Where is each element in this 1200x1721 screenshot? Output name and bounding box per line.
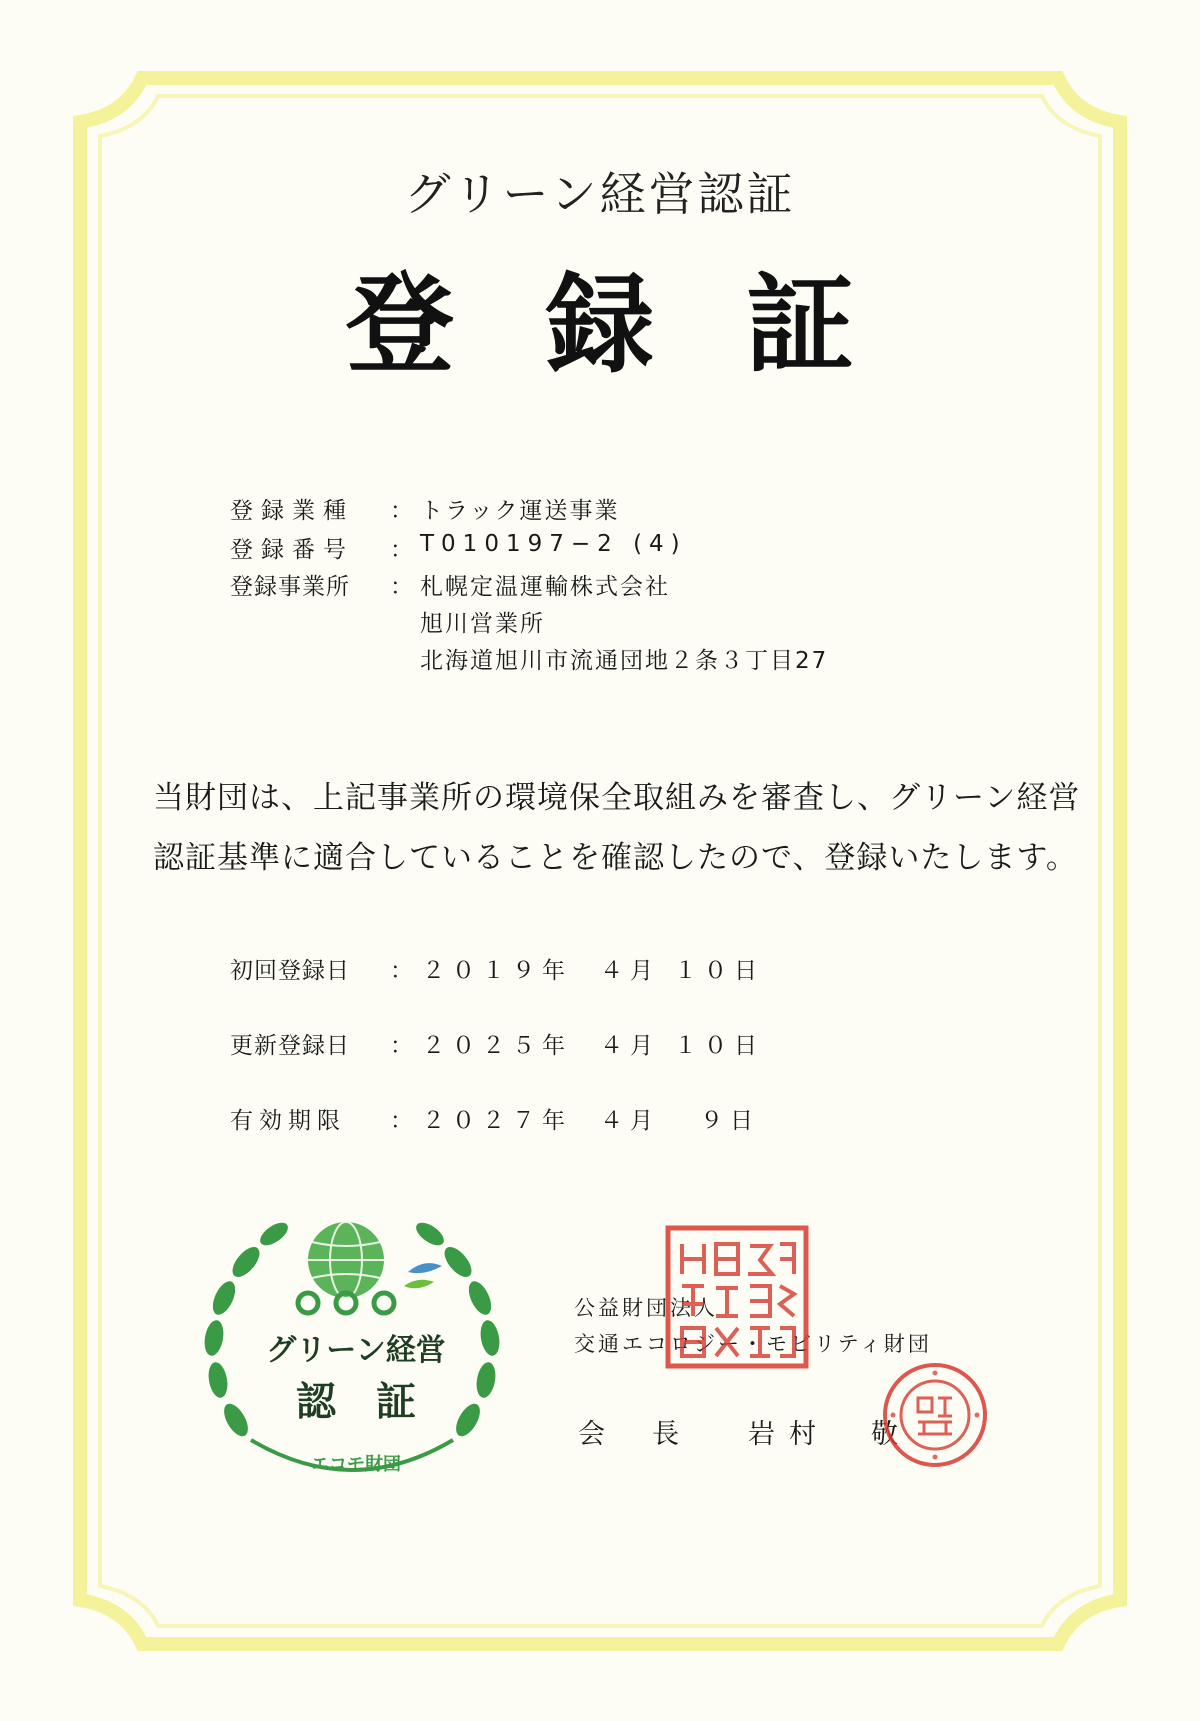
date-month-initial: ４月 (600, 958, 660, 984)
field-colon: ： (390, 958, 413, 984)
logo-text-line2: 認 証 (296, 1379, 416, 1425)
field-colon: ： (390, 537, 413, 563)
organization-seal-stamp (664, 1224, 810, 1370)
field-value-registration-number: T010197−2 (4) (420, 531, 687, 557)
field-label-registration-number: 登録番号 (230, 537, 354, 563)
issuer-position: 会 長 (578, 1419, 689, 1450)
statement-line-2: 認証基準に適合していることを確認したので、登録いたします。 (153, 840, 1078, 876)
chairman-seal-stamp (880, 1360, 990, 1470)
date-month-renewal: ４月 (600, 1033, 660, 1059)
field-value-company: 札幌定温運輸株式会社 (420, 574, 670, 600)
date-day-initial: １０日 (674, 958, 764, 984)
field-label-business-type: 登録業種 (230, 498, 354, 524)
issuer-name: 岩村 敬 (748, 1419, 912, 1450)
date-day-renewal: １０日 (674, 1033, 764, 1059)
date-day-expiry: ９日 (700, 1108, 760, 1134)
date-label-initial: 初回登録日 (230, 958, 350, 984)
date-year-renewal: ２０２５年 (422, 1033, 572, 1059)
field-value-address: 北海道旭川市流通団地２条３丁目27 (420, 648, 829, 674)
date-year-initial: ２０１９年 (422, 958, 572, 984)
date-year-expiry: ２０２７年 (422, 1108, 572, 1134)
certificate-title: 登録証 (345, 263, 946, 388)
field-colon: ： (390, 1033, 413, 1059)
field-colon: ： (390, 574, 413, 600)
logo-text-line3: エコモ財団 (311, 1454, 401, 1475)
date-month-expiry: ４月 (600, 1108, 660, 1134)
date-label-renewal: 更新登録日 (230, 1033, 350, 1059)
field-colon: ： (390, 1108, 413, 1134)
field-label-office: 登録事業所 (230, 574, 350, 600)
green-management-logo (196, 1200, 516, 1500)
date-label-expiry: 有効期限 (230, 1108, 346, 1134)
issuer-org-name: 交通エコロジー・モビリティ財団 (574, 1332, 932, 1356)
field-colon: ： (390, 498, 413, 524)
statement-line-1: 当財団は、上記事業所の環境保全取組みを審査し、グリーン経営 (153, 780, 1081, 816)
issuer-org-type: 公益財団法人 (574, 1296, 718, 1320)
field-value-branch: 旭川営業所 (420, 611, 545, 637)
field-value-business-type: トラック運送事業 (420, 498, 620, 524)
logo-text-line1: グリーン経営 (266, 1333, 446, 1368)
certificate-subtitle: グリーン経営認証 (404, 167, 796, 221)
